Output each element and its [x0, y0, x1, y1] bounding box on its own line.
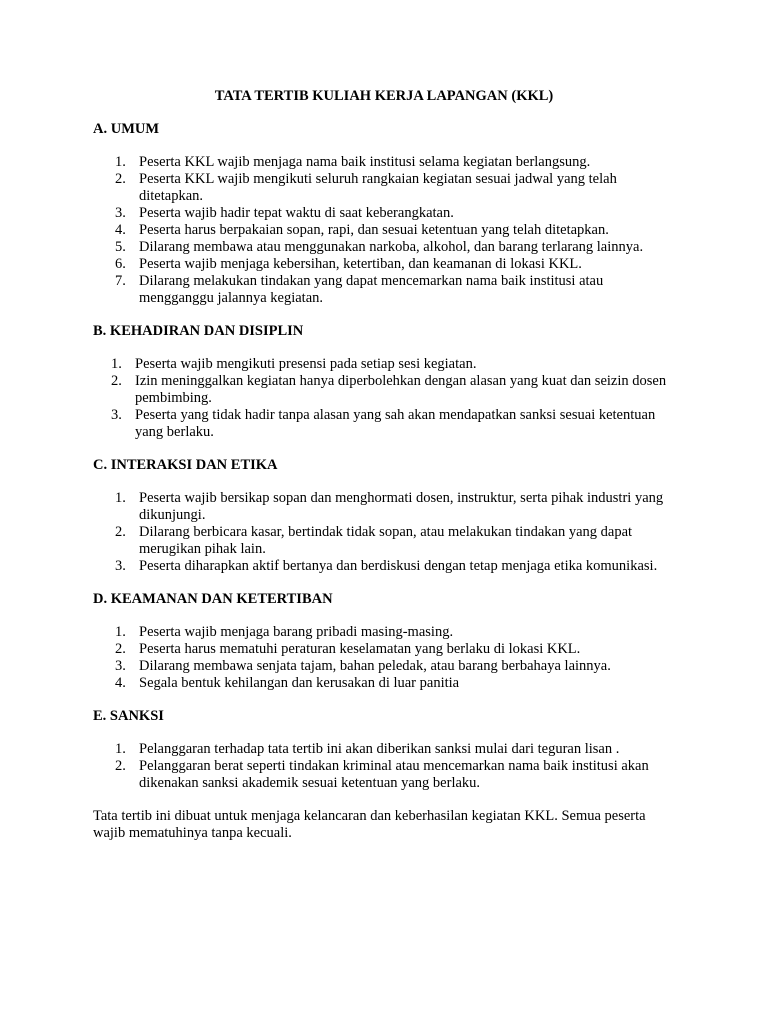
rule-list — [93, 741, 678, 792]
item-number: 1. — [115, 154, 126, 170]
item-text: Pelanggaran berat seperti tindakan kriminal atau mencemarkan nama baik institusi akan dikenakan sanksi akademik sesuai ketentuan yang berlaku. — [139, 758, 649, 791]
section-heading: D. KEAMANAN DAN KETERTIBAN — [93, 591, 333, 607]
item-number: 1. — [115, 490, 126, 506]
item-number: 1. — [111, 356, 122, 372]
section-heading: C. INTERAKSI DAN ETIKA — [93, 457, 278, 473]
item-text: Pelanggaran terhadap tata tertib ini akan diberikan sanksi mulai dari teguran lisan . — [139, 741, 620, 757]
section-heading: A. UMUM — [93, 121, 160, 137]
document-title: TATA TERTIB KULIAH KERJA LAPANGAN (KKL) — [214, 88, 554, 104]
list-item — [93, 658, 678, 675]
item-text: Peserta diharapkan aktif bertanya dan berdiskusi dengan tetap menjaga etika komunikasi. — [139, 558, 658, 574]
list-item — [93, 758, 678, 792]
item-number: 2. — [115, 641, 126, 657]
list-item — [93, 356, 678, 373]
item-number: 3. — [115, 658, 126, 674]
list-item — [93, 171, 678, 205]
list-item — [93, 558, 678, 575]
item-number: 2. — [115, 171, 126, 187]
list-item — [93, 239, 678, 256]
section-kehadiran-dan-disiplin — [93, 323, 678, 441]
item-number: 1. — [115, 624, 126, 640]
item-text: Peserta wajib mengikuti presensi pada setiap sesi kegiatan. — [135, 356, 477, 372]
list-item — [93, 256, 678, 273]
item-number: 2. — [115, 524, 126, 540]
item-text: Peserta harus berpakaian sopan, rapi, dan sesuai ketentuan yang telah ditetapkan. — [139, 222, 609, 238]
section-interaksi-dan-etika — [93, 457, 678, 575]
list-item — [93, 205, 678, 222]
item-number: 4. — [115, 222, 126, 238]
section-umum — [93, 121, 678, 307]
section-heading: B. KEHADIRAN DAN DISIPLIN — [93, 323, 304, 339]
rule-list — [93, 624, 678, 692]
list-item — [93, 624, 678, 641]
list-item — [93, 273, 678, 307]
item-text: Peserta KKL wajib menjaga nama baik institusi selama kegiatan berlangsung. — [139, 154, 591, 170]
document-body — [93, 121, 678, 842]
rule-list — [93, 490, 678, 575]
item-number: 5. — [115, 239, 126, 255]
item-text: Izin meninggalkan kegiatan hanya diperbolehkan dengan alasan yang kuat dan seizin dosen pembimbing. — [135, 373, 667, 406]
rule-list — [93, 356, 678, 441]
item-number: 1. — [115, 741, 126, 757]
list-item — [93, 407, 678, 441]
closing-paragraph: Tata tertib ini dibuat untuk menjaga kelancaran dan keberhasilan kegiatan KKL. Semua peserta wajib mematuhinya tanpa kecuali. — [93, 808, 646, 841]
section-heading: E. SANKSI — [93, 708, 164, 724]
item-text: Segala bentuk kehilangan dan kerusakan di luar panitia — [139, 675, 460, 691]
item-number: 4. — [115, 675, 126, 691]
rule-list — [93, 154, 678, 307]
item-text: Peserta wajib menjaga kebersihan, ketertiban, dan keamanan di lokasi KKL. — [139, 256, 582, 272]
item-text: Peserta KKL wajib mengikuti seluruh rangkaian kegiatan sesuai jadwal yang telah ditetapkan. — [139, 171, 617, 204]
list-item — [93, 741, 678, 758]
section-keamanan-dan-ketertiban — [93, 591, 678, 692]
item-number: 2. — [111, 373, 122, 389]
list-item — [93, 222, 678, 239]
item-text: Dilarang membawa senjata tajam, bahan peledak, atau barang berbahaya lainnya. — [139, 658, 611, 674]
item-text: Peserta wajib hadir tepat waktu di saat keberangkatan. — [139, 205, 454, 221]
list-item — [93, 641, 678, 658]
item-text: Dilarang membawa atau menggunakan narkoba, alkohol, dan barang terlarang lainnya. — [139, 239, 644, 255]
item-text: Dilarang melakukan tindakan yang dapat mencemarkan nama baik institusi atau mengganggu jalannya kegiatan. — [139, 273, 604, 306]
list-item — [93, 675, 678, 692]
list-item — [93, 524, 678, 558]
item-number: 3. — [115, 558, 126, 574]
item-number: 3. — [115, 205, 126, 221]
item-number: 3. — [111, 407, 122, 423]
item-text: Peserta yang tidak hadir tanpa alasan yang sah akan mendapatkan sanksi sesuai ketentuan yang berlaku. — [135, 407, 656, 440]
list-item — [93, 154, 678, 171]
item-number: 2. — [115, 758, 126, 774]
item-text: Peserta wajib bersikap sopan dan menghormati dosen, instruktur, serta pihak industri yang dikunjungi. — [139, 490, 664, 523]
list-item — [93, 373, 678, 407]
section-sanksi — [93, 708, 678, 792]
item-text: Peserta wajib menjaga barang pribadi masing-masing. — [139, 624, 454, 640]
list-item — [93, 490, 678, 524]
item-text: Dilarang berbicara kasar, bertindak tidak sopan, atau melakukan tindakan yang dapat merugikan pihak lain. — [139, 524, 633, 557]
item-text: Peserta harus mematuhi peraturan keselamatan yang berlaku di lokasi KKL. — [139, 641, 581, 657]
item-number: 6. — [115, 256, 126, 272]
item-number: 7. — [115, 273, 126, 289]
